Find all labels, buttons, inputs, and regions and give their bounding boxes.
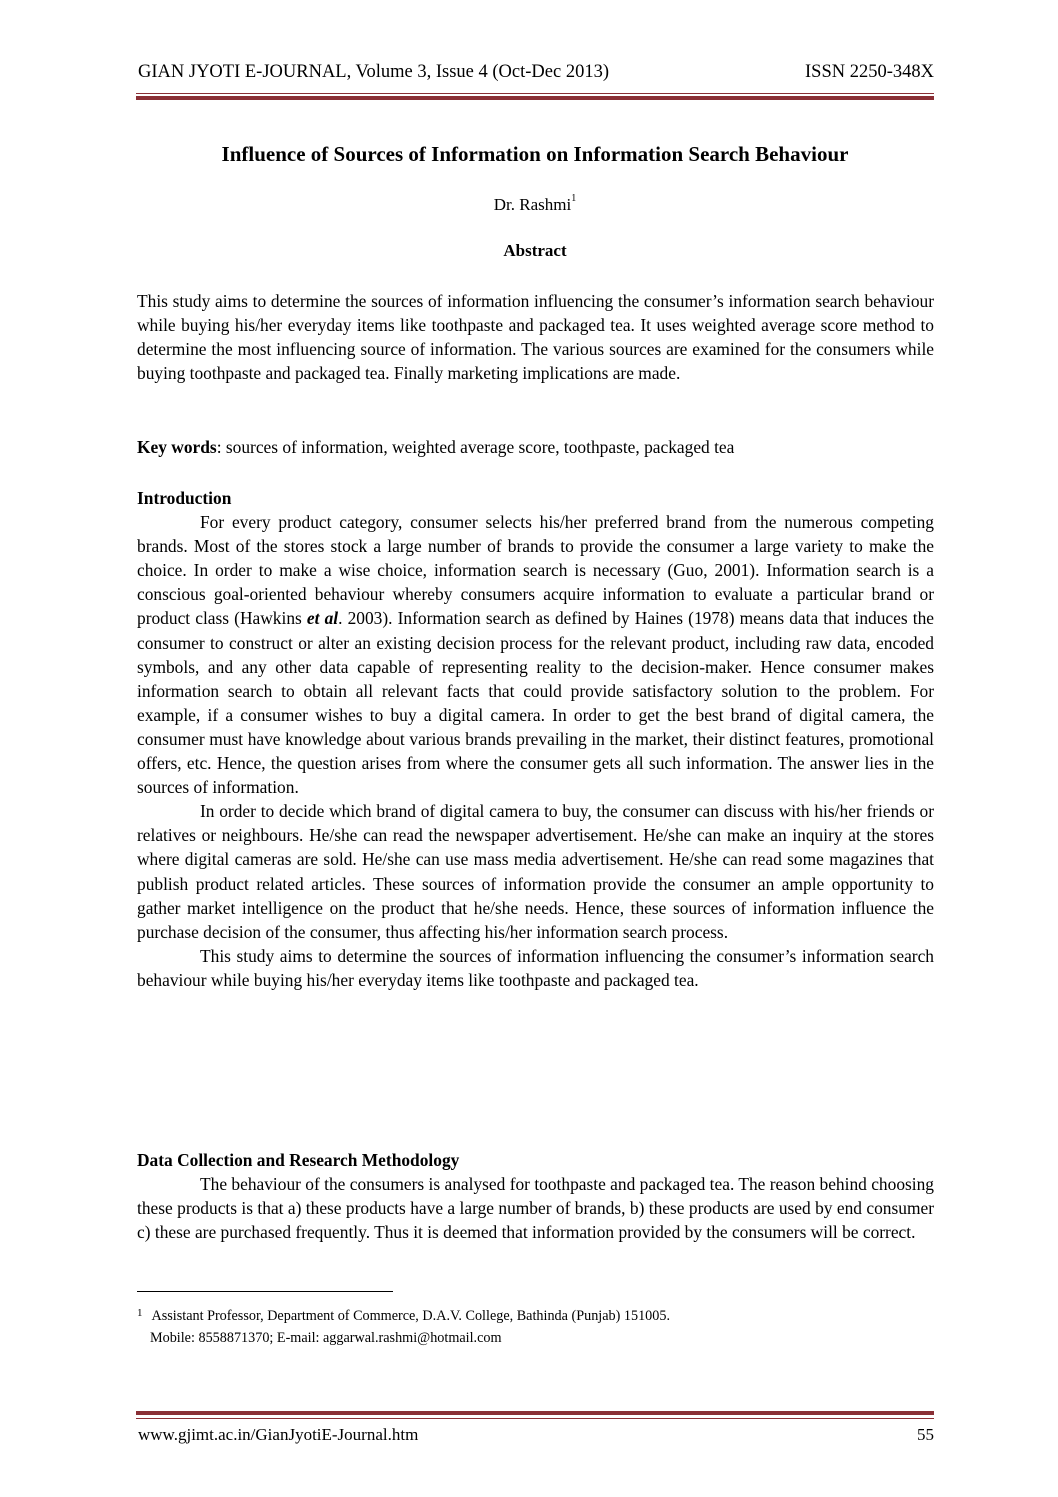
journal-name: GIAN JYOTI E-JOURNAL, Volume 3, Issue 4 (Oct-Dec 2013) [138, 62, 609, 82]
author-line [120, 195, 950, 215]
introduction-paragraph-2: In order to decide which brand of digital camera to buy, the consumer can discuss with his/her friends or relatives or neighbours. He/she can read the newspaper advertisement. He/she can make an inquiry at the stores where digital cameras are sold. He/she can use mass media advertisement. He/she can read some magazines that publish product related articles. These sources of information provide the consumer an ample opportunity to gather market intelligence on the product that he/she needs. Hence, these sources of information influence the purchase decision of the consumer, thus affecting his/her information search process. [137, 801, 934, 942]
abstract-body [137, 289, 934, 385]
intro-p1-etal: et al [306, 608, 339, 629]
methodology-paragraph-1: The behaviour of the consumers is analysed for toothpaste and packaged tea. The reason behind choosing these products is that a) these products have a large number of brands, b) these products are used by end consumer c) these are purchased frequently. Thus it is deemed that information provided by the consumers will be correct. [137, 1174, 934, 1243]
intro-p1-text-a: For every product category, consumer selects his/her preferred brand from the numerous competing brands. Most of the stores stock a large number of brands to provide the consumer a large variety to make the choice. In order to make a wise choice, information search is necessary (Guo, 2001). Information search is a conscious goal-oriented behaviour whereby consumers acquire information to evaluate a particular brand or product class (Hawkins [137, 512, 934, 629]
footnote-mark: 1 [137, 1307, 143, 1319]
issn: ISSN 2250-348X [805, 62, 934, 82]
author-footnote-ref: 1 [571, 193, 577, 205]
running-footer [138, 1425, 934, 1445]
abstract-heading: Abstract [503, 241, 567, 260]
running-header [138, 62, 934, 83]
page-number: 55 [917, 1425, 934, 1444]
introduction-section [137, 486, 934, 992]
journal-url: www.gjimt.ac.in/GianJyotiE-Journal.htm [138, 1425, 419, 1444]
introduction-paragraph-1 [137, 510, 934, 799]
header-rule-thick [136, 96, 934, 100]
footnote-affiliation: Assistant Professor, Department of Commerce, D.A.V. College, Bathinda (Punjab) 151005. [151, 1308, 671, 1324]
footer-rule-thin [136, 1418, 934, 1419]
footnote-rule [137, 1291, 393, 1292]
footer-rule-thick [136, 1411, 934, 1415]
header-rule-thin [136, 93, 934, 94]
article-title: Influence of Sources of Information on Information Search Behaviour [221, 142, 849, 166]
footnote [137, 1306, 927, 1349]
intro-p1-text-b: . 2003). Information search as defined by Haines (1978) means data that induces the consumer to construct or alter an existing decision process for the relevant product, including raw data, encoded symbols, and any other data capable of representing reality to the decision-maker. Hence consumer makes information search to obtain all relevant facts that could provide satisfactory solution to the problem. For example, if a consumer wishes to buy a digital camera. In order to get the best brand of digital camera, the consumer must have knowledge about various brands prevailing in the market, their distinct features, promotional offers, etc. Hence, the question arises from where the consumer gets all such information. The answer lies in the sources of information. [137, 608, 934, 798]
methodology-section [137, 1148, 934, 1244]
author-name: Dr. Rashmi [493, 195, 572, 214]
keywords-label: Key words [137, 437, 217, 457]
footnote-contact: Mobile: 8558871370; E-mail: aggarwal.rashmi@hotmail.com [150, 1330, 502, 1346]
methodology-heading: Data Collection and Research Methodology [137, 1150, 460, 1170]
keywords [137, 435, 934, 459]
introduction-paragraph-3: This study aims to determine the sources of information influencing the consumer’s information search behaviour while buying his/her everyday items like toothpaste and packaged tea. [137, 945, 934, 990]
keywords-text: : sources of information, weighted average score, toothpaste, packaged tea [216, 437, 735, 457]
abstract-text: This study aims to determine the sources of information influencing the consumer’s information search behaviour while buying his/her everyday items like toothpaste and packaged tea. It uses weighted average score method to determine the most influencing source of information. The various sources are examined for the consumers while buying toothpaste and packaged tea. Finally marketing implications are made. [137, 291, 934, 384]
introduction-heading: Introduction [137, 488, 232, 508]
